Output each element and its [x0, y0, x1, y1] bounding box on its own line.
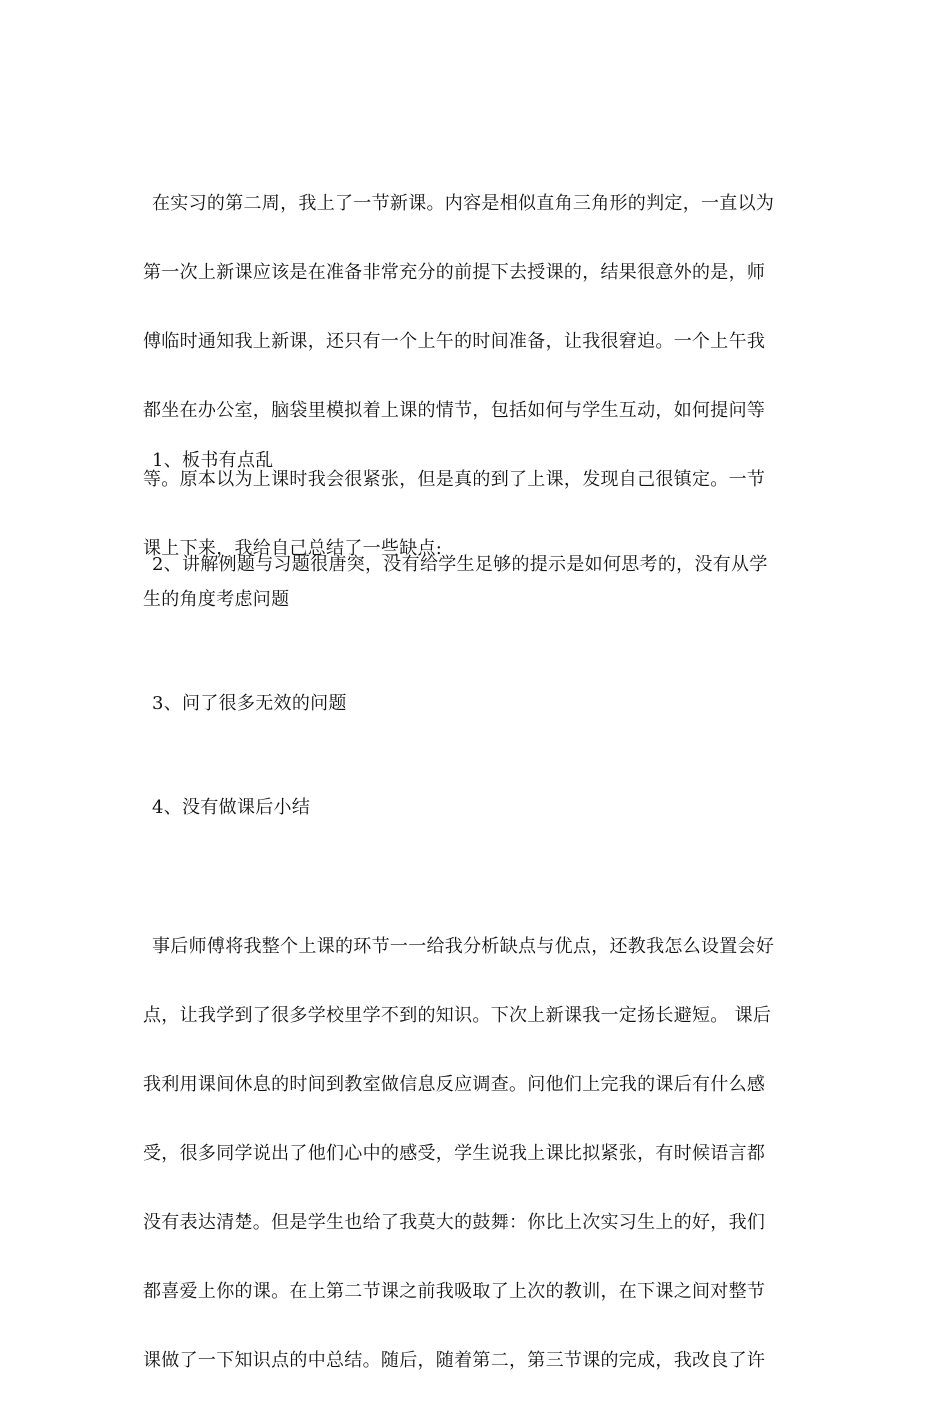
paragraph-line: 点，让我学到了很多学校里学不到的知识。下次上新课我一定扬长避短。 课后 — [143, 1004, 772, 1026]
paragraph-line: 事后师傅将我整个上课的环节一一给我分析缺点与优点，还教我怎么设置会好 — [152, 935, 775, 957]
list-item-1: 1、板书有点乱 — [152, 450, 274, 471]
paragraph-line: 我利用课间休息的时间到教室做信息反应调查。问他们上完我的课后有什么感 — [143, 1073, 766, 1095]
paragraph-line: 课做了一下知识点的中总结。随后，随着第二，第三节课的完成，我改良了许 — [143, 1349, 766, 1371]
paragraph-line: 傅临时通知我上新课，还只有一个上午的时间准备，让我很窘迫。一个上午我 — [143, 330, 766, 352]
list-item-line: 生的角度考虑问题 — [143, 588, 290, 610]
paragraph-line: 课上下来，我给自己总结了一些缺点: — [143, 537, 443, 559]
paragraph-reflection — [143, 895, 813, 1413]
paragraph-line: 等。原本以为上课时我会很紧张，但是真的到了上课，发现自己很镇定。一节 — [143, 468, 766, 490]
list-item-line: 2、讲解例题与习题很唐突，没有给学生足够的提示是如何思考的，没有从学 — [152, 554, 768, 575]
paragraph-line: 第一次上新课应该是在准备非常充分的前提下去授课的，结果很意外的是，师 — [143, 261, 766, 283]
list-item-2 — [143, 548, 813, 617]
paragraph-line: 都喜爱上你的课。在上第二节课之前我吸取了上次的教训，在下课之间对整节 — [143, 1280, 766, 1302]
paragraph-intro — [143, 152, 813, 601]
list-item-3: 3、问了很多无效的问题 — [152, 693, 347, 714]
paragraph-line: 都坐在办公室，脑袋里模拟着上课的情节，包括如何与学生互动，如何提问等 — [143, 399, 766, 421]
list-item-4: 4、没有做课后小结 — [152, 797, 311, 818]
paragraph-line: 在实习的第二周，我上了一节新课。内容是相似直角三角形的判定，一直以为 — [152, 192, 775, 214]
paragraph-line: 受，很多同学说出了他们心中的感受，学生说我上课比拟紧张，有时候语言都 — [143, 1142, 766, 1164]
paragraph-line: 没有表达清楚。但是学生也给了我莫大的鼓舞：你比上次实习生上的好，我们 — [143, 1211, 766, 1233]
